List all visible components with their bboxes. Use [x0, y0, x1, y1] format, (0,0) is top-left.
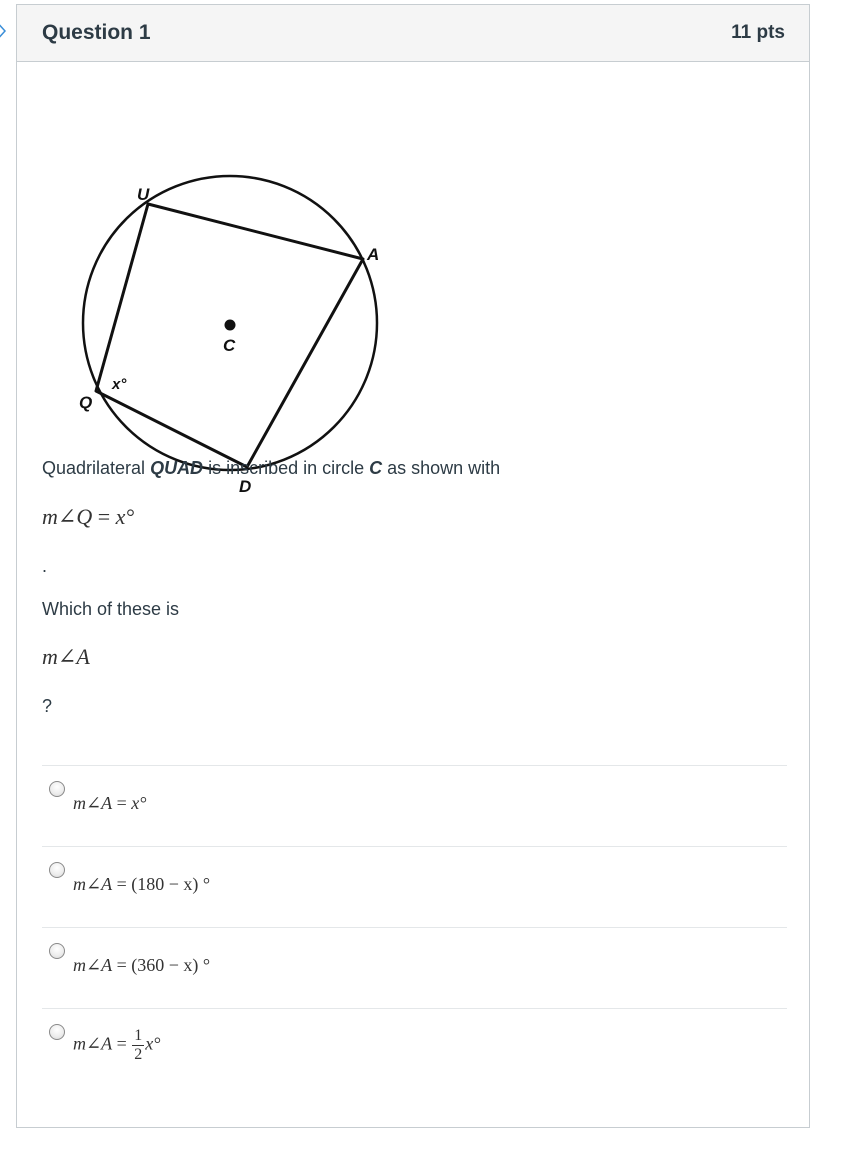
prompt-line-1 — [42, 458, 500, 479]
given-rhs: x° — [115, 504, 135, 529]
prompt-text: is inscribed in circle — [203, 458, 370, 478]
given-equation — [42, 504, 134, 530]
question-title: Question 1 — [42, 21, 151, 44]
answer-option[interactable] — [42, 1008, 787, 1089]
vertex-label-d: D — [239, 477, 252, 496]
prompt-text: as shown with — [382, 458, 501, 478]
prompt-line-2: Which of these is — [42, 599, 180, 619]
answer-lhs: m∠A — [73, 874, 113, 894]
chevron-right-icon[interactable] — [0, 19, 8, 43]
fraction-denominator: 2 — [134, 1046, 143, 1063]
answer-label — [73, 1027, 160, 1064]
center-point — [225, 320, 236, 331]
answer-option[interactable] — [42, 846, 787, 927]
answer-lhs: m∠A — [73, 955, 113, 975]
angle-label-x: x° — [112, 376, 127, 393]
answer-label — [73, 874, 210, 895]
shape-name: QUAD — [150, 458, 204, 478]
equals-sign: = — [112, 955, 132, 975]
answer-label — [73, 955, 210, 976]
radio-button[interactable] — [49, 943, 65, 959]
center-label-c: C — [223, 336, 236, 355]
radio-button[interactable] — [49, 862, 65, 878]
equals-sign: = — [112, 1033, 132, 1054]
fraction-numerator: 1 — [134, 1027, 143, 1044]
radio-button[interactable] — [49, 781, 65, 797]
question-mark: ? — [42, 696, 53, 716]
question-header — [17, 5, 809, 62]
equals-sign: = — [92, 504, 116, 529]
answer-option[interactable] — [42, 927, 787, 1008]
question-card — [16, 4, 810, 1128]
answer-rhs: (180 − x) ° — [131, 874, 211, 894]
period: . — [42, 556, 48, 576]
fraction — [132, 1027, 144, 1064]
equals-sign: = — [112, 874, 132, 894]
answer-label — [73, 793, 146, 814]
answer-lhs: m∠A — [73, 793, 113, 813]
target-angle: m∠A — [42, 644, 90, 669]
answer-lhs: m∠A — [73, 1033, 113, 1054]
vertex-label-u: U — [137, 185, 150, 204]
answer-list — [42, 765, 787, 1089]
vertex-label-q: Q — [79, 393, 93, 412]
circle-name: C — [369, 458, 383, 478]
answer-rhs: x° — [131, 793, 147, 813]
inscribed-quadrilateral-figure — [45, 122, 385, 502]
radio-button[interactable] — [49, 1024, 65, 1040]
answer-rhs: (360 − x) ° — [131, 955, 211, 975]
answer-option[interactable] — [42, 765, 787, 846]
answer-rhs: x° — [145, 1033, 161, 1054]
question-points: 11 pts — [731, 22, 785, 43]
vertex-label-a: A — [367, 245, 380, 264]
target-expression — [42, 644, 90, 670]
prompt-text: Quadrilateral — [42, 458, 151, 478]
given-lhs: m∠Q — [42, 504, 93, 529]
equals-sign: = — [112, 793, 132, 813]
